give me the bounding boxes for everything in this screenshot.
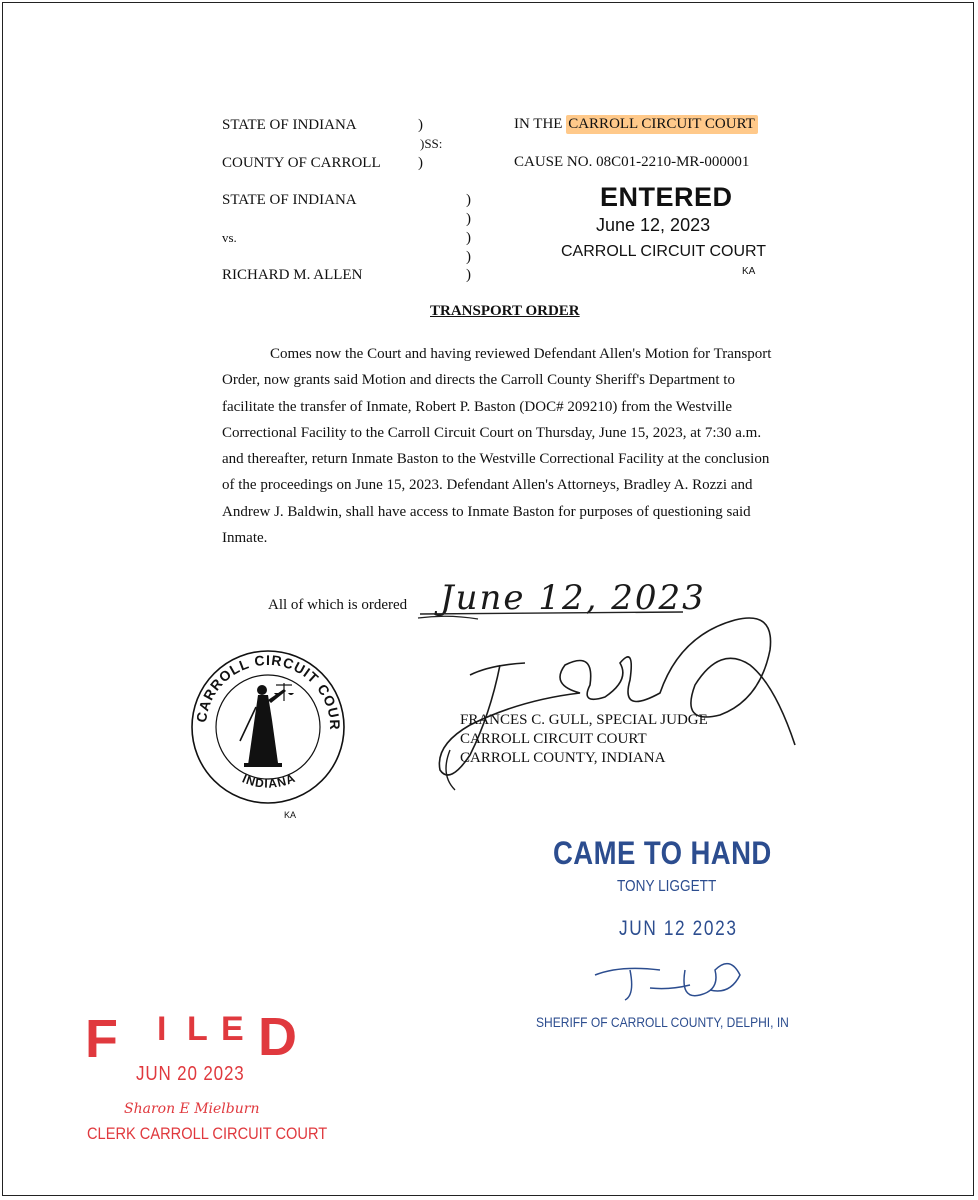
- filed-letter-l: L: [187, 1010, 208, 1048]
- ordered-text: All of which is ordered: [268, 597, 408, 613]
- came-to-hand-date: JUN 12 2023: [619, 917, 738, 940]
- entered-court: CARROLL CIRCUIT COURT: [561, 243, 767, 260]
- filed-clerk: CLERK CARROLL CIRCUIT COURT: [87, 1124, 328, 1143]
- caption-paren: ): [466, 192, 471, 208]
- caption-vs: vs.: [222, 230, 237, 245]
- order-body: [222, 341, 784, 551]
- caption-paren: ): [418, 155, 423, 171]
- caption-defendant: RICHARD M. ALLEN: [222, 267, 363, 283]
- court-heading: [514, 116, 758, 133]
- judge-court: CARROLL CIRCUIT COURT: [460, 731, 647, 747]
- entered-label: ENTERED: [600, 182, 733, 212]
- seal-initials: KA: [284, 810, 297, 820]
- caption-paren: ): [466, 230, 471, 246]
- caption-county: COUNTY OF CARROLL: [222, 155, 381, 171]
- svg-text:INDIANA: [240, 771, 298, 791]
- judge-name: FRANCES C. GULL, SPECIAL JUDGE: [460, 712, 708, 728]
- caption-paren: ): [466, 267, 471, 283]
- caption-ss: )SS:: [420, 136, 443, 151]
- court-seal: [183, 632, 348, 810]
- handwritten-date: June 12, 2023: [440, 578, 706, 618]
- order-title: TRANSPORT ORDER: [430, 303, 580, 319]
- came-to-hand-title: CAME TO HAND: [553, 835, 772, 871]
- filed-date: JUN 20 2023: [136, 1063, 245, 1085]
- came-to-hand-footer: SHERIFF OF CARROLL COUNTY, DELPHI, IN: [536, 1014, 789, 1030]
- filed-letter-f: F: [85, 1009, 118, 1069]
- filed-letter-e: E: [221, 1010, 244, 1048]
- caption-paren: ): [466, 249, 471, 265]
- cause-number: CAUSE NO. 08C01-2210-MR-000001: [514, 154, 750, 170]
- caption-plaintiff: STATE OF INDIANA: [222, 192, 357, 208]
- order-body-text: Comes now the Court and having reviewed Defendant Allen's Motion for Transport Order, now grants said Motion and directs the Carroll County Sheriff's Department to facilitate the transfer of Inmate, Robert P. Baston (DOC# 209210) from the Westville Correctional Facility to the Carroll Circuit Court on Thursday, June 15, 2023, at 7:30 a.m. and thereafter, return Inmate Baston to the Westville Correctional Facility at the conclusion of the proceedings on June 15, 2023. Defendant Allen's Attorneys, Bradley A. Rozzi and Andrew J. Baldwin, shall have access to Inmate Baston for purposes of questioning said Inmate.: [222, 346, 772, 547]
- court-name-highlighted: CARROLL CIRCUIT COURT: [566, 115, 758, 134]
- court-prefix: IN THE: [514, 116, 563, 132]
- caption-paren: ): [466, 211, 471, 227]
- entered-date: June 12, 2023: [596, 215, 711, 235]
- judge-county: CARROLL COUNTY, INDIANA: [460, 750, 666, 766]
- entered-initials: KA: [742, 266, 756, 277]
- lady-justice-icon: [240, 683, 294, 767]
- filed-letter-i: I: [157, 1010, 167, 1048]
- came-to-hand-name: TONY LIGGETT: [617, 878, 717, 895]
- sheriff-signature: [590, 950, 760, 1010]
- judge-signature: [430, 605, 810, 805]
- seal-top-text: CARROLL CIRCUIT COURT: [183, 632, 344, 731]
- seal-bottom-text: INDIANA: [240, 770, 298, 791]
- caption-paren: ): [418, 117, 423, 133]
- clerk-signature: Sharon E Mielburn: [124, 1101, 260, 1117]
- caption-state: STATE OF INDIANA: [222, 117, 357, 133]
- filed-letter-d: D: [258, 1007, 297, 1067]
